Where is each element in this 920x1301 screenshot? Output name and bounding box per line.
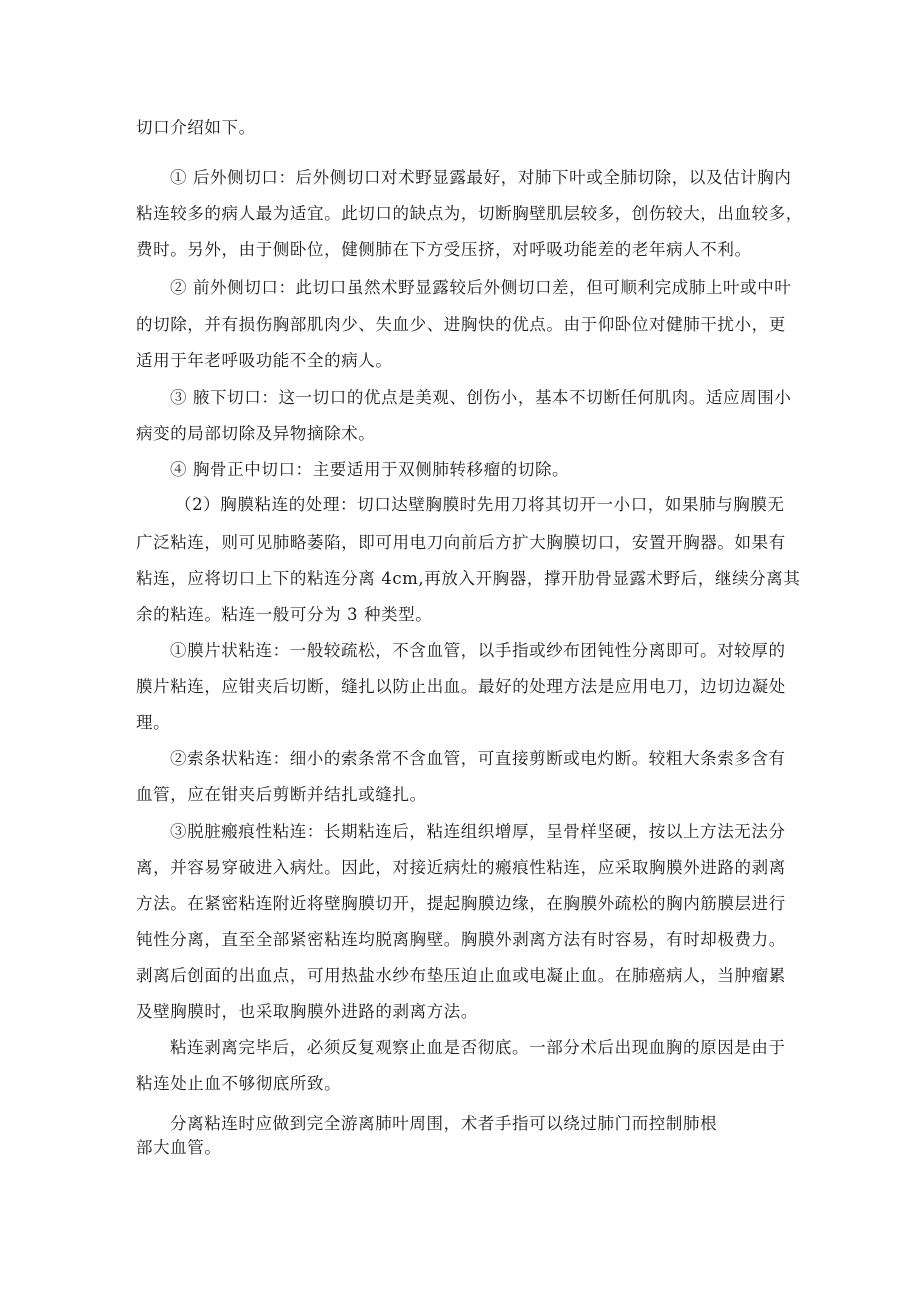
text-line: 部大血管。 (136, 1138, 222, 1157)
text-line: 切口介绍如下。 (136, 118, 256, 137)
text-line: 广泛粘连，则可见肺略萎陷，即可用电刀向前后方扩大胸膜切口，安置开胸器。如果有 (136, 533, 786, 552)
text-line: ④ 胸骨正中切口：主要适用于双侧肺转移瘤的切除。 (170, 460, 570, 479)
text-line: ①膜片状粘连：一般较疏松，不含血管，以手指或纱布团钝性分离即可。对较厚的 (170, 641, 786, 660)
text-line: ② 前外侧切口：此切口虽然术野显露较后外侧切口差，但可顺利完成肺上叶或中叶 (170, 278, 792, 297)
text-line: 钝性分离，直至全部紧密粘连均脱离胸壁。胸膜外剥离方法有时容易，有时却极费力。 (136, 930, 786, 949)
text-line: ③ 腋下切口：这一切口的优点是美观、创伤小，基本不切断任何肌肉。适应周围小 (170, 388, 792, 407)
text-line: 及壁胸膜时，也采取胸膜外进路的剥离方法。 (136, 1002, 478, 1021)
text-line: ②索条状粘连：细小的索条常不含血管，可直接剪断或电灼断。较粗大条索多含有 (170, 749, 786, 768)
text-line: 适用于年老呼吸功能不全的病人。 (136, 351, 393, 370)
text-line: 剥离后创面的出血点，可用热盐水纱布垫压迫止血或电凝止血。在肺癌病人，当肿瘤累 (136, 966, 786, 985)
text-line: 离，并容易穿破进入病灶。因此，对接近病灶的瘢痕性粘连，应采取胸膜外进路的剥离 (136, 858, 786, 877)
text-line: ① 后外侧切口：后外侧切口对术野显露最好，对肺下叶或全肺切除，以及估计胸内 (170, 168, 792, 187)
text-line: 血管，应在钳夹后剪断并结扎或缝扎。 (136, 785, 427, 804)
text-line: 分离粘连时应做到完全游离肺叶周围，术者手指可以绕过肺门而控制肺根 (170, 1114, 718, 1133)
text-line: 粘连剥离完毕后，必须反复观察止血是否彻底。一部分术后出现血胸的原因是由于 (170, 1038, 786, 1057)
text-line: 粘连，应将切口上下的粘连分离 4cm,再放入开胸器，撑开肋骨显露术野后，继续分离其 (136, 569, 801, 588)
text-line: 粘连处止血不够彻底所致。 (136, 1074, 342, 1093)
text-line: 粘连较多的病人最为适宜。此切口的缺点为，切断胸壁肌层较多，创伤较大，出血较多， (136, 204, 803, 223)
text-line: 膜片粘连，应钳夹后切断，缝扎以防止出血。最好的处理方法是应用电刀，边切边凝处 (136, 677, 786, 696)
text-line: 理。 (136, 713, 171, 732)
text-line: 费时。另外，由于侧卧位，健侧肺在下方受压挤，对呼吸功能差的老年病人不利。 (136, 240, 752, 259)
text-line: （2）胸膜粘连的处理：切口达壁胸膜时先用刀将其切开一小口，如果肺与胸膜无 (175, 495, 785, 514)
text-line: 的切除，并有损伤胸部肌肉少、失血少、进胸快的优点。由于仰卧位对健肺干扰小，更 (136, 315, 786, 334)
text-line: 余的粘连。粘连一般可分为 3 种类型。 (136, 605, 433, 624)
text-line: 病变的局部切除及异物摘除术。 (136, 424, 376, 443)
text-line: ③脱脏瘢痕性粘连：长期粘连后，粘连组织增厚，呈骨样坚硬，按以上方法无法分 (170, 822, 786, 841)
text-line: 方法。在紧密粘连附近将壁胸膜切开，提起胸膜边缘，在胸膜外疏松的胸内筋膜层进行 (136, 894, 786, 913)
